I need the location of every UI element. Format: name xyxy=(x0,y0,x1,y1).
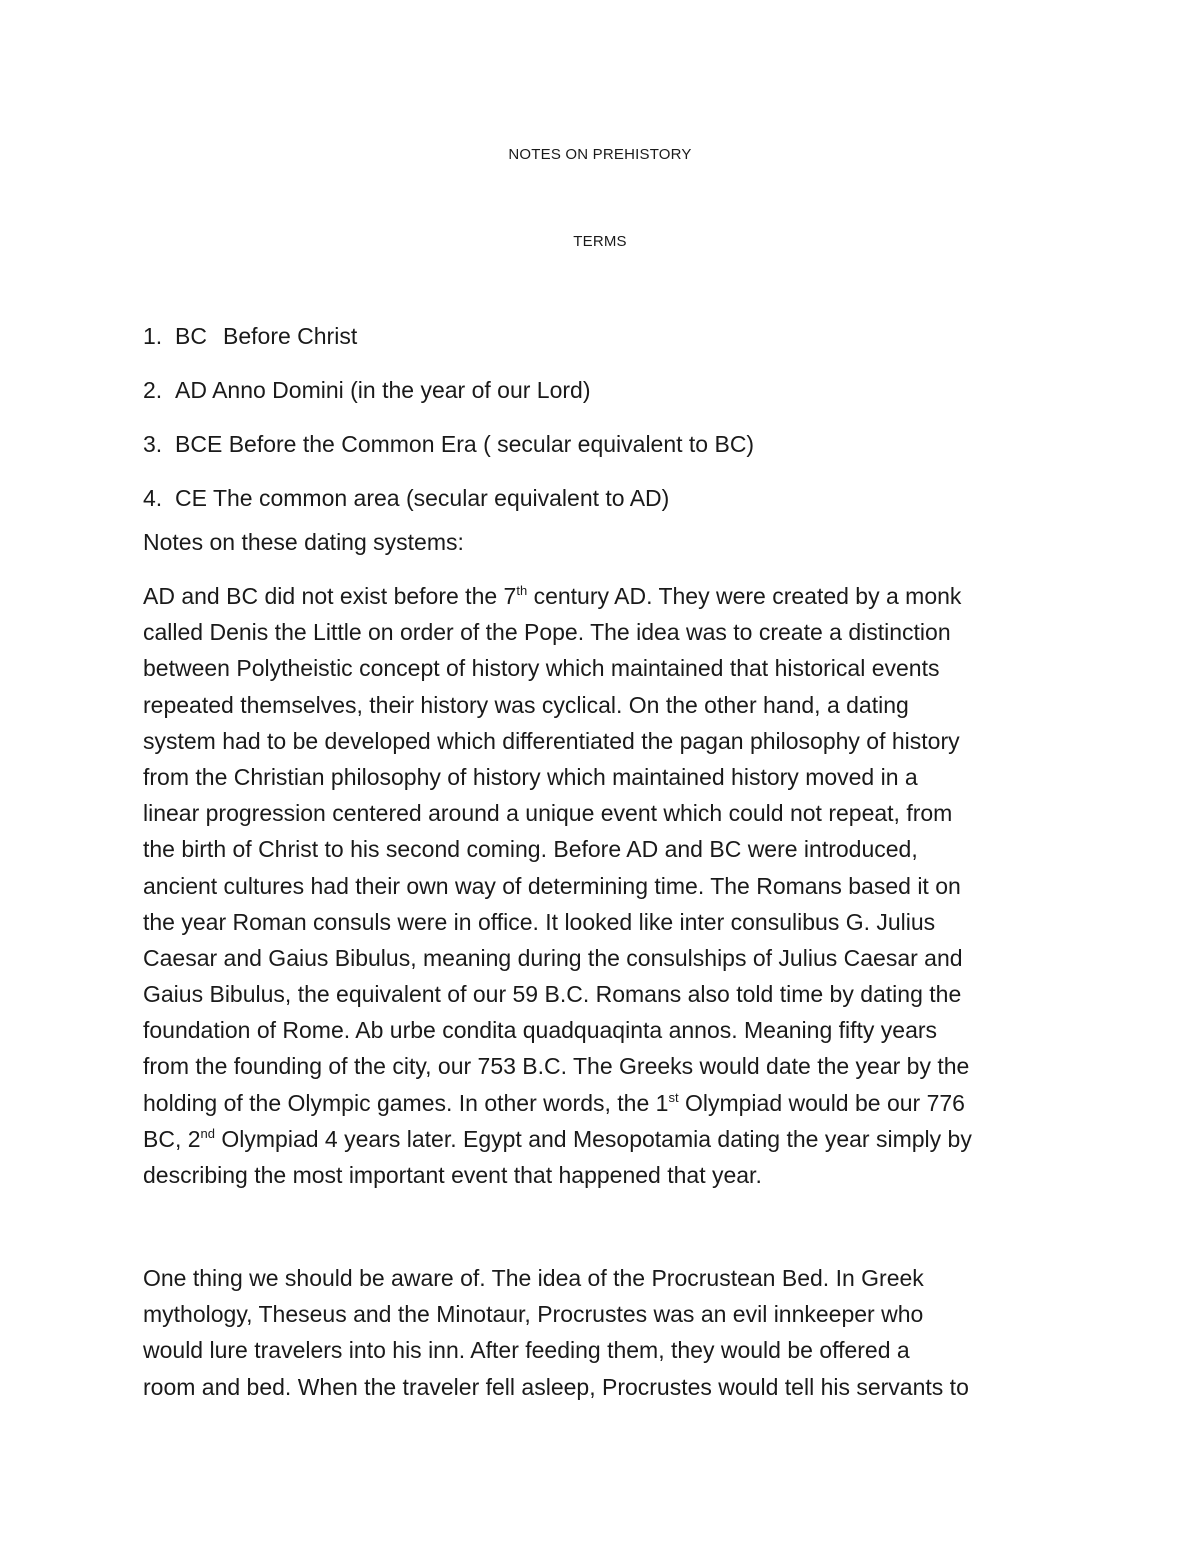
paragraph-line: BC, 2nd Olympiad 4 years later. Egypt and Mesopotamia dating the year simply by xyxy=(143,1125,972,1152)
paragraph-line: from the Christian philosophy of history which maintained history moved in a xyxy=(143,763,918,790)
paragraph-line: mythology, Theseus and the Minotaur, Procrustes was an evil innkeeper who xyxy=(143,1301,924,1328)
term-number: 4. xyxy=(143,485,163,511)
paragraph-line: AD and BC did not exist before the 7th century AD. They were created by a monk xyxy=(143,583,962,609)
paragraph-line: from the founding of the city, our 753 B.C. The Greeks would date the year by the xyxy=(143,1053,970,1080)
paragraph-procrustean-bed xyxy=(143,1260,969,1405)
paragraph-line: room and bed. When the traveler fell asleep, Procrustes would tell his servants to xyxy=(143,1373,969,1400)
term-definition: Anno Domini (in the year of our Lord) xyxy=(212,377,591,403)
paragraph-line: system had to be developed which differentiated the pagan philosophy of history xyxy=(143,727,960,754)
term-item-bce xyxy=(143,430,1063,484)
document-title: NOTES ON PREHISTORY xyxy=(508,146,692,163)
ordinal-superscript: nd xyxy=(200,1125,215,1141)
paragraph-line: linear progression centered around a unique event which could not repeat, from xyxy=(143,800,953,827)
term-abbreviation: AD xyxy=(175,377,207,403)
paragraph-line: Caesar and Gaius Bibulus, meaning during the consulships of Julius Caesar and xyxy=(143,944,963,971)
paragraph-line: the year Roman consuls were in office. It looked like inter consulibus G. Julius xyxy=(143,908,936,935)
ordinal-superscript: st xyxy=(668,1089,679,1105)
term-abbreviation: BCE xyxy=(175,431,223,457)
paragraph-line: holding of the Olympic games. In other words, the 1st Olympiad would be our 776 xyxy=(143,1089,965,1116)
paragraph-line: foundation of Rome. Ab urbe condita quadquaqinta annos. Meaning fifty years xyxy=(143,1017,938,1044)
paragraph-line: repeated themselves, their history was cyclical. On the other hand, a dating xyxy=(143,691,909,718)
paragraph-line: between Polytheistic concept of history which maintained that historical events xyxy=(143,655,940,682)
notes-label: Notes on these dating systems: xyxy=(143,529,464,555)
terms-list xyxy=(143,322,1063,538)
term-definition: Before Christ xyxy=(223,323,358,349)
term-definition: Before the Common Era ( secular equivalent to BC) xyxy=(228,431,755,457)
term-item-ad xyxy=(143,376,1063,430)
paragraph-dating-systems xyxy=(143,578,972,1193)
paragraph-line: called Denis the Little on order of the Pope. The idea was to create a distinction xyxy=(143,619,951,646)
paragraph-line: One thing we should be aware of. The idea of the Procrustean Bed. In Greek xyxy=(143,1265,924,1291)
paragraph-line: the birth of Christ to his second coming. Before AD and BC were introduced, xyxy=(143,836,918,863)
term-abbreviation: CE xyxy=(175,485,207,511)
term-number: 1. xyxy=(143,323,163,349)
term-abbreviation: BC xyxy=(175,323,207,349)
paragraph-line: describing the most important event that happened that year. xyxy=(143,1162,762,1188)
term-item-bc xyxy=(143,322,1063,376)
term-number: 2. xyxy=(143,377,163,403)
paragraph-line: Gaius Bibulus, the equivalent of our 59 B.C. Romans also told time by dating the xyxy=(143,981,962,1008)
paragraph-line: would lure travelers into his inn. After feeding them, they would be offered a xyxy=(143,1337,910,1364)
term-definition: The common area (secular equivalent to AD) xyxy=(212,485,670,511)
section-heading-terms: TERMS xyxy=(573,233,627,250)
paragraph-line: ancient cultures had their own way of determining time. The Romans based it on xyxy=(143,872,961,899)
ordinal-superscript: th xyxy=(516,583,528,598)
term-number: 3. xyxy=(143,431,163,457)
